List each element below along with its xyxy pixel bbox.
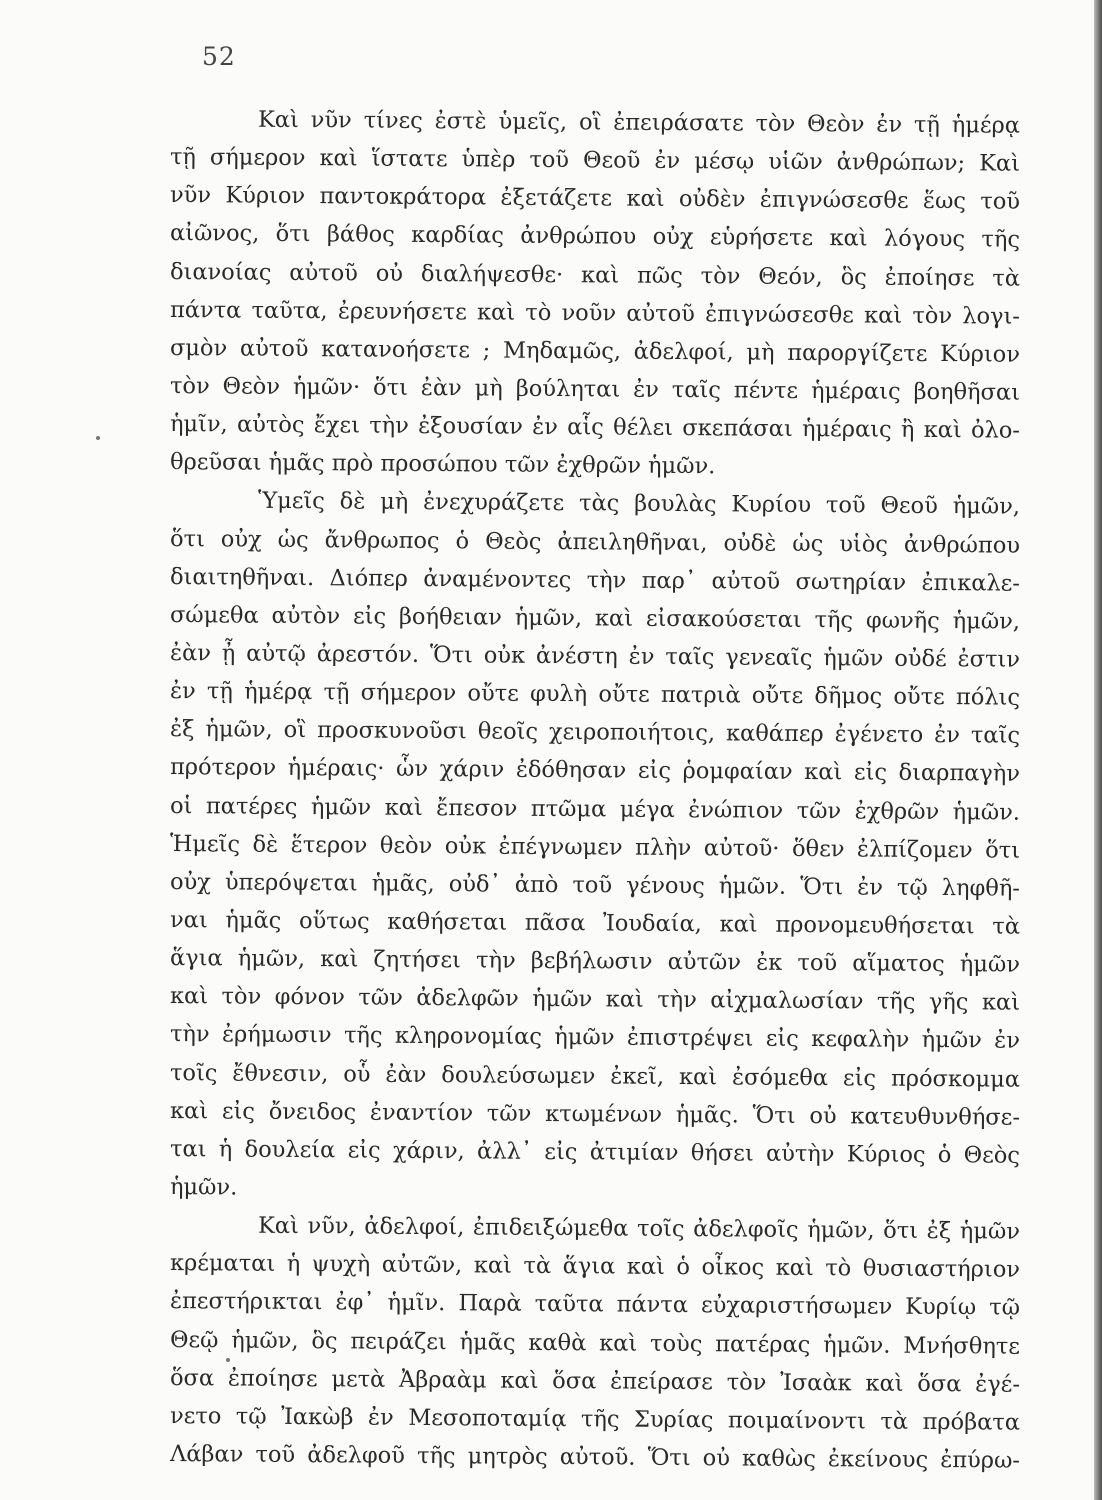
text-line: Καὶ νῦν τίνες ἐστὲ ὑμεῖς, οἳ ἐπειράσατε τὸν Θεὸν ἐν τῇ ἡμέρᾳ	[257, 106, 1021, 139]
text-line: πάντα ταῦτα, ἐρευνήσετε καὶ τὸ νοῦν αὐτοῦ ἐπιγνώσεσθε καὶ τὸν λογι-	[169, 296, 1021, 330]
text-line: διανοίας αὐτοῦ οὐ διαλήψεσθε· καὶ πῶς τὸν Θεόν, ὃς ἐποίησε τὰ	[169, 258, 1021, 292]
text-line: τῇ σήμερον καὶ ἵστατε ὑπὲρ τοῦ Θεοῦ ἐν μέσῳ υἱῶν ἀνθρώπων; Καὶ	[169, 144, 1021, 177]
body-text	[170, 100, 1020, 1473]
text-line: αἰῶνος, ὅτι βάθος καρδίας ἀνθρώπου οὐχ εὑρήσετε καὶ λόγους τῆς	[169, 220, 1021, 254]
text-line: οἱ πατέρες ἡμῶν καὶ ἔπεσον πτῶμα μέγα ἐνώπιον τῶν ἐχθρῶν ἡμῶν.	[169, 792, 1021, 826]
text-line: καὶ εἰς ὄνειδος ἐναντίον τῶν κτωμένων ἡμᾶς. Ὅτι οὐ κατευθυνθήσε-	[169, 1097, 1021, 1131]
text-line: καὶ τὸν φόνον τῶν ἀδελφῶν ἡμῶν καὶ τὴν αἰχμαλωσίαν τῆς γῆς καὶ	[169, 983, 1021, 1016]
page-edge-shadow	[1094, 0, 1102, 1500]
text-line: Ὑμεῖς δὲ μὴ ἐνεχυράζετε τὰς βουλὰς Κυρίου τοῦ Θεοῦ ἡμῶν,	[257, 488, 1021, 521]
text-line: Ἡμεῖς δὲ ἕτερον θεὸν οὐκ ἐπέγνωμεν πλὴν αὐτοῦ· ὅθεν ἐλπίζομεν ὅτι	[169, 830, 1021, 864]
text-line: Καὶ νῦν, ἀδελφοί, ἐπιδειξώμεθα τοῖς ἀδελφοῖς ἡμῶν, ὅτι ἐξ ἡμῶν	[257, 1212, 1021, 1245]
text-line: ἐὰν ᾖ αὐτῷ ἀρεστόν. Ὅτι οὐκ ἀνέστη ἐν ταῖς γενεαῖς ἡμῶν οὐδέ ἐστιν	[169, 639, 1021, 673]
text-line: ἅγια ἡμῶν, καὶ ζητήσει τὴν βεβήλωσιν αὐτῶν ἐκ τοῦ αἵματος ἡμῶν	[169, 945, 1021, 978]
text-line: Θεῷ ἡμῶν, ὃς πειράζει ἡμᾶς καθὰ καὶ τοὺς πατέρας ἡμῶν. Μνήσθητε	[169, 1326, 1021, 1360]
text-line: ὅσα ἐποίησε μετὰ Ἀβραὰμ καὶ ὅσα ἐπείρασε τὸν Ἰσαὰκ καὶ ὅσα ἐγέ-	[169, 1364, 1021, 1398]
text-line: νῦν Κύριον παντοκράτορα ἐξετάζετε καὶ οὐδὲν ἐπιγνώσεσθε ἕως τοῦ	[169, 182, 1021, 215]
text-line: οὐχ ὑπερόψεται ἡμᾶς, οὐδ᾽ ἀπὸ τοῦ γένους ἡμῶν. Ὅτι ἐν τῷ ληφθῆ-	[169, 868, 1021, 902]
text-line: σμὸν αὐτοῦ κατανοήσετε ; Μηδαμῶς, ἀδελφοί, μὴ παροργίζετε Κύριον	[169, 334, 1021, 368]
text-line: διαιτηθῆναι. Διόπερ ἀναμένοντες τὴν παρ᾽ αὐτοῦ σωτηρίαν ἐπικαλε-	[169, 563, 1021, 597]
text-line: πρότερον ἡμέραις· ὧν χάριν ἐδόθησαν εἰς ῥομφαίαν καὶ εἰς διαρπαγὴν	[169, 754, 1021, 788]
text-line: θρεῦσαι ἡμᾶς πρὸ προσώπου τῶν ἐχθρῶν ἡμῶν.	[169, 449, 716, 480]
text-line: ται ἡ δουλεία εἰς χάριν, ἀλλ᾽ εἰς ἀτιμίαν θήσει αὐτὴν Κύριος ὁ Θεὸς	[169, 1135, 1021, 1169]
margin-mark	[96, 436, 100, 440]
page-number: 52	[202, 42, 236, 71]
text-line: σώμεθα αὐτὸν εἰς βοήθειαν ἡμῶν, καὶ εἰσακούσεται τῆς φωνῆς ἡμῶν,	[169, 601, 1021, 635]
text-line: ἐν τῇ ἡμέρᾳ τῇ σήμερον οὔτε φυλὴ οὔτε πατριὰ οὔτε δῆμος οὔτε πόλις	[169, 678, 1021, 711]
text-line: τοῖς ἔθνεσιν, οὗ ἐὰν δουλεύσωμεν ἐκεῖ, καὶ ἐσόμεθα εἰς πρόσκομμα	[169, 1059, 1021, 1093]
text-line: Λάβαν τοῦ ἀδελφοῦ τῆς μητρὸς αὐτοῦ. Ὅτι οὐ καθὼς ἐκείνους ἐπύρω-	[169, 1440, 1021, 1474]
text-line: ὅτι οὐχ ὡς ἄνθρωπος ὁ Θεὸς ἀπειληθῆναι, οὐδὲ ὡς υἱὸς ἀνθρώπου	[169, 525, 1021, 559]
text-line: ἐπεστήρικται ἐφ᾽ ἡμῖν. Παρὰ ταῦτα πάντα εὐχαριστήσωμεν Κυρίῳ τῷ	[169, 1288, 1021, 1322]
text-line: νετο τῷ Ἰακὼβ ἐν Μεσοποταμίᾳ τῆς Συρίας ποιμαίνοντι τὰ πρόβατα	[169, 1402, 1021, 1436]
text-line: τὸν Θεὸν ἡμῶν· ὅτι ἐὰν μὴ βούληται ἐν ταῖς πέντε ἡμέραις βοηθῆσαι	[169, 372, 1021, 406]
text-line: κρέμαται ἡ ψυχὴ αὐτῶν, καὶ τὰ ἅγια καὶ ὁ οἶκος καὶ τὸ θυσιαστήριον	[169, 1250, 1021, 1283]
text-line: τὴν ἐρήμωσιν τῆς κληρονομίας ἡμῶν ἐπιστρέψει εἰς κεφαλὴν ἡμῶν ἐν	[169, 1021, 1021, 1055]
text-line: ναι ἡμᾶς οὕτως καθήσεται πᾶσα Ἰουδαία, καὶ προνομευθήσεται τὰ	[169, 906, 1021, 940]
text-line: ἡμῖν, αὐτὸς ἔχει τὴν ἐξουσίαν ἐν αἷς θέλει σκεπάσαι ἡμέραις ἢ καὶ ὀλο-	[169, 411, 1021, 444]
text-line: ἐξ ἡμῶν, οἳ προσκυνοῦσι θεοῖς χειροποιήτοις, καθάπερ ἐγένετο ἐν ταῖς	[169, 716, 1021, 749]
text-line: ἡμῶν.	[169, 1173, 238, 1201]
